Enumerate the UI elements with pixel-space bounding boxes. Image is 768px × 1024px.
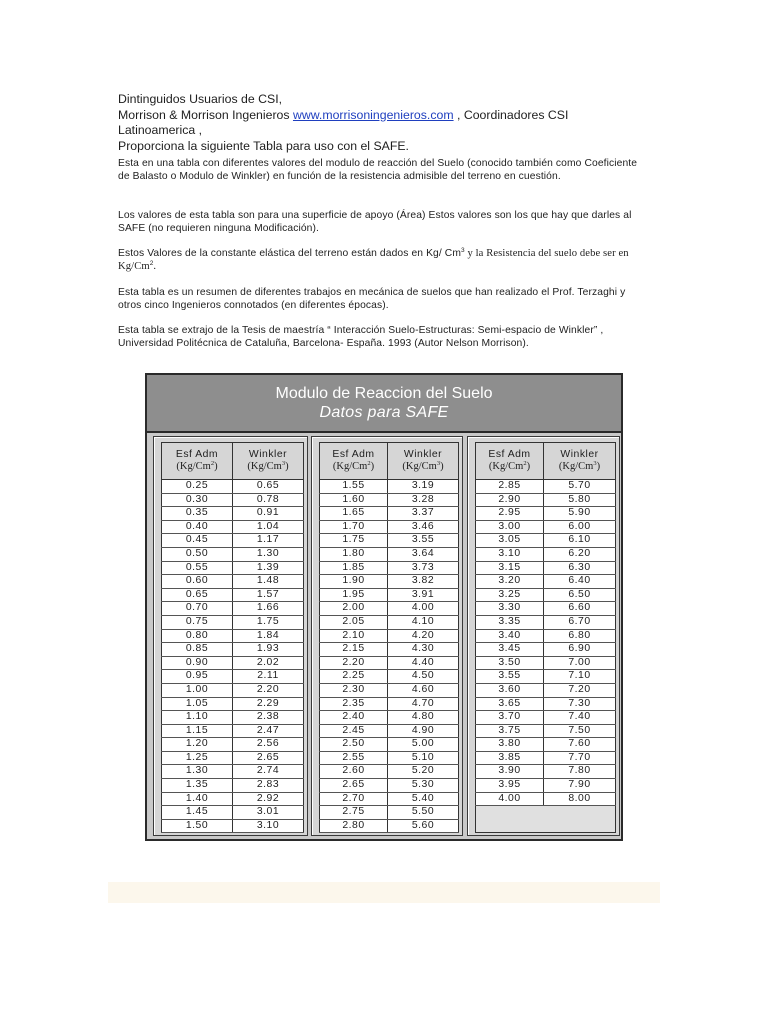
esf-adm-value: 4.00 <box>476 792 544 806</box>
winkler-value: 3.46 <box>388 520 459 534</box>
table-row <box>162 765 304 779</box>
winkler-value: 2.56 <box>233 738 304 752</box>
table-row <box>476 575 616 589</box>
esf-adm-value: 2.30 <box>320 683 388 697</box>
esf-adm-value: 2.35 <box>320 697 388 711</box>
esf-adm-value: 0.30 <box>162 493 233 507</box>
esf-adm-value: 3.65 <box>476 697 544 711</box>
table-row <box>320 575 459 589</box>
esf-adm-value: 0.60 <box>162 575 233 589</box>
winkler-value: 3.28 <box>388 493 459 507</box>
column-name: Winkler <box>560 449 599 460</box>
winkler-value: 4.60 <box>388 683 459 697</box>
empty-cell <box>476 806 616 833</box>
column-unit <box>247 461 288 472</box>
table-row <box>162 656 304 670</box>
esf-adm-value: 1.90 <box>320 575 388 589</box>
company-name: Morrison & Morrison Ingenieros <box>118 107 293 122</box>
units-sup-b: 2 <box>149 259 154 267</box>
winkler-value: 7.90 <box>544 779 616 793</box>
table-row <box>162 711 304 725</box>
unit-text: (Kg/Cm <box>402 461 437 472</box>
company-line <box>118 108 658 124</box>
winkler-value: 2.92 <box>233 792 304 806</box>
units-sup-a: 3 <box>461 247 465 254</box>
table-row <box>162 806 304 820</box>
winkler-value: 0.78 <box>233 493 304 507</box>
esf-adm-value: 1.30 <box>162 765 233 779</box>
column-unit <box>333 461 374 472</box>
table-row <box>162 683 304 697</box>
table-row <box>320 507 459 521</box>
esf-adm-value: 1.50 <box>162 819 233 833</box>
esf-adm-value: 0.45 <box>162 534 233 548</box>
table-row <box>320 493 459 507</box>
winkler-value: 1.48 <box>233 575 304 589</box>
table-row <box>320 480 459 494</box>
winkler-value: 6.50 <box>544 588 616 602</box>
esf-adm-value: 0.65 <box>162 588 233 602</box>
table-row <box>476 547 616 561</box>
table-row <box>162 615 304 629</box>
esf-adm-value: 3.60 <box>476 683 544 697</box>
unit-close: ) <box>440 461 444 472</box>
table-row <box>162 697 304 711</box>
unit-exponent: 2 <box>210 460 215 467</box>
winkler-value: 2.65 <box>233 751 304 765</box>
winkler-value: 6.00 <box>544 520 616 534</box>
esf-adm-value: 2.55 <box>320 751 388 765</box>
table-row <box>320 779 459 793</box>
greeting-line: Dintinguidos Usuarios de CSI, <box>118 92 283 106</box>
winkler-header <box>544 443 616 480</box>
table-row <box>476 520 616 534</box>
esf-adm-value: 3.10 <box>476 547 544 561</box>
empty-row <box>476 806 616 833</box>
table-row <box>162 670 304 684</box>
table-row <box>476 615 616 629</box>
footer-bar <box>108 882 660 903</box>
table-panel-1 <box>153 436 308 836</box>
esf-adm-value: 3.90 <box>476 765 544 779</box>
winkler-value: 1.39 <box>233 561 304 575</box>
winkler-value: 6.10 <box>544 534 616 548</box>
esf-adm-value: 3.15 <box>476 561 544 575</box>
esf-adm-value: 3.20 <box>476 575 544 589</box>
unit-exponent: 2 <box>367 460 371 467</box>
table-row <box>476 602 616 616</box>
esf-adm-value: 0.75 <box>162 615 233 629</box>
unit-close: ) <box>285 461 289 472</box>
column-name: Winkler <box>403 449 443 460</box>
esf-adm-value: 2.60 <box>320 765 388 779</box>
winkler-value: 1.75 <box>233 615 304 629</box>
column-name: Esf Adm <box>488 449 531 460</box>
esf-adm-header <box>162 443 233 480</box>
esf-adm-value: 0.40 <box>162 520 233 534</box>
table-row <box>476 751 616 765</box>
esf-adm-value: 1.85 <box>320 561 388 575</box>
paragraph-description: Esta en una tabla con diferentes valores del modulo de reacción del Suelo (conocido también como Coeficiente de Balasto o Modulo de Winkler) en función de la resistencia admisible del terreno en cuestión. <box>118 158 638 182</box>
table-row <box>162 520 304 534</box>
column-unit <box>559 461 600 472</box>
esf-adm-value: 3.50 <box>476 656 544 670</box>
table-row <box>162 588 304 602</box>
table-row <box>320 697 459 711</box>
table-row <box>476 507 616 521</box>
reaction-modulus-table <box>145 373 623 841</box>
table-row <box>476 711 616 725</box>
intro-header <box>118 92 658 154</box>
website-link[interactable]: www.morrisoningenieros.com <box>292 107 454 122</box>
winkler-value: 5.80 <box>544 493 616 507</box>
winkler-value: 7.70 <box>544 751 616 765</box>
winkler-value: 4.90 <box>388 724 459 738</box>
winkler-value: 5.20 <box>388 765 459 779</box>
winkler-value: 8.00 <box>544 792 616 806</box>
table-row <box>162 534 304 548</box>
winkler-value: 1.84 <box>233 629 304 643</box>
units-text-b: y la Resistencia del suelo debe ser en Kg/Cm <box>118 248 629 272</box>
esf-adm-value: 1.40 <box>162 792 233 806</box>
data-table <box>319 442 459 833</box>
esf-adm-header <box>476 443 544 480</box>
esf-adm-value: 2.15 <box>320 643 388 657</box>
esf-adm-value: 2.95 <box>476 507 544 521</box>
winkler-value: 5.90 <box>544 507 616 521</box>
esf-adm-value: 3.25 <box>476 588 544 602</box>
winkler-value: 6.70 <box>544 615 616 629</box>
esf-adm-value: 3.75 <box>476 724 544 738</box>
esf-adm-value: 3.05 <box>476 534 544 548</box>
winkler-value: 5.40 <box>388 792 459 806</box>
winkler-value: 2.11 <box>233 670 304 684</box>
winkler-value: 4.50 <box>388 670 459 684</box>
unit-text: (Kg/Cm <box>488 461 524 472</box>
winkler-value: 4.20 <box>388 629 459 643</box>
table-row <box>162 493 304 507</box>
esf-adm-value: 3.40 <box>476 629 544 643</box>
winkler-value: 1.66 <box>233 602 304 616</box>
table-row <box>320 792 459 806</box>
table-row <box>476 534 616 548</box>
table-row <box>320 629 459 643</box>
table-row <box>162 738 304 752</box>
data-table <box>475 442 616 833</box>
winkler-value: 7.50 <box>544 724 616 738</box>
esf-adm-value: 1.25 <box>162 751 233 765</box>
table-row <box>162 643 304 657</box>
table-row <box>320 561 459 575</box>
table-row <box>320 738 459 752</box>
table-row <box>162 751 304 765</box>
esf-adm-value: 0.25 <box>162 480 233 494</box>
winkler-value: 4.30 <box>388 643 459 657</box>
winkler-value: 3.82 <box>388 575 459 589</box>
winkler-value: 6.40 <box>544 575 616 589</box>
unit-exponent: 3 <box>281 460 286 467</box>
winkler-value: 3.91 <box>388 588 459 602</box>
esf-adm-value: 3.00 <box>476 520 544 534</box>
unit-exponent: 2 <box>523 460 527 467</box>
unit-close: ) <box>596 461 601 472</box>
esf-adm-value: 3.95 <box>476 779 544 793</box>
esf-adm-value: 3.45 <box>476 643 544 657</box>
table-subtitle: Datos para SAFE <box>319 404 449 421</box>
winkler-value: 7.00 <box>544 656 616 670</box>
esf-adm-value: 0.85 <box>162 643 233 657</box>
unit-close: ) <box>526 461 531 472</box>
winkler-value: 7.60 <box>544 738 616 752</box>
esf-adm-value: 1.15 <box>162 724 233 738</box>
winkler-value: 1.93 <box>233 643 304 657</box>
winkler-value: 6.90 <box>544 643 616 657</box>
winkler-value: 4.80 <box>388 711 459 725</box>
esf-adm-value: 1.20 <box>162 738 233 752</box>
unit-text: (Kg/Cm <box>247 461 282 472</box>
esf-adm-value: 3.85 <box>476 751 544 765</box>
unit-exponent: 3 <box>593 460 597 467</box>
coordinators-text: , Coordinadores CSI <box>453 107 569 122</box>
table-title: Modulo de Reaccion del Suelo <box>275 385 493 402</box>
table-row <box>476 779 616 793</box>
esf-adm-value: 2.70 <box>320 792 388 806</box>
table-row <box>476 561 616 575</box>
table-row <box>476 724 616 738</box>
table-row <box>476 643 616 657</box>
esf-adm-value: 2.40 <box>320 711 388 725</box>
header-row <box>162 443 304 480</box>
table-row <box>320 765 459 779</box>
table-row <box>320 724 459 738</box>
table-row <box>320 534 459 548</box>
winkler-value: 0.65 <box>233 480 304 494</box>
table-row <box>320 683 459 697</box>
winkler-value: 2.83 <box>233 779 304 793</box>
winkler-value: 2.38 <box>233 711 304 725</box>
esf-adm-value: 0.70 <box>162 602 233 616</box>
winkler-value: 3.73 <box>388 561 459 575</box>
table-row <box>476 493 616 507</box>
unit-text: (Kg/Cm <box>332 461 368 472</box>
paragraph-units <box>118 248 648 273</box>
esf-adm-value: 1.70 <box>320 520 388 534</box>
winkler-value: 5.10 <box>388 751 459 765</box>
table-row <box>320 602 459 616</box>
esf-adm-value: 0.95 <box>162 670 233 684</box>
table-row <box>162 547 304 561</box>
winkler-value: 3.01 <box>233 806 304 820</box>
table-row <box>320 520 459 534</box>
esf-adm-value: 3.70 <box>476 711 544 725</box>
table-panel-3 <box>467 436 620 836</box>
unit-text: (Kg/Cm <box>176 461 211 472</box>
esf-adm-value: 1.75 <box>320 534 388 548</box>
table-row <box>476 629 616 643</box>
table-row <box>476 697 616 711</box>
esf-adm-value: 1.95 <box>320 588 388 602</box>
esf-adm-value: 1.60 <box>320 493 388 507</box>
esf-adm-value: 2.80 <box>320 819 388 833</box>
unit-close: ) <box>214 461 218 472</box>
esf-adm-value: 3.30 <box>476 602 544 616</box>
table-row <box>320 670 459 684</box>
esf-adm-value: 2.20 <box>320 656 388 670</box>
esf-adm-value: 2.85 <box>476 480 544 494</box>
esf-adm-value: 2.45 <box>320 724 388 738</box>
table-row <box>476 765 616 779</box>
column-name: Esf Adm <box>175 449 219 460</box>
winkler-value: 3.37 <box>388 507 459 521</box>
esf-adm-value: 0.35 <box>162 507 233 521</box>
table-row <box>476 588 616 602</box>
purpose-line: Proporciona la siguiente Tabla para uso con el SAFE. <box>118 138 409 153</box>
table-row <box>476 738 616 752</box>
esf-adm-value: 0.90 <box>162 656 233 670</box>
table-row <box>162 575 304 589</box>
table-row <box>476 670 616 684</box>
winkler-value: 3.19 <box>388 480 459 494</box>
winkler-value: 2.74 <box>233 765 304 779</box>
winkler-value: 1.30 <box>233 547 304 561</box>
unit-close: ) <box>370 461 375 472</box>
table-header <box>147 375 621 433</box>
esf-adm-value: 0.55 <box>162 561 233 575</box>
units-text-c: . <box>153 260 157 272</box>
winkler-value: 4.70 <box>388 697 459 711</box>
winkler-value: 3.64 <box>388 547 459 561</box>
table-row <box>476 792 616 806</box>
column-unit <box>176 461 217 472</box>
winkler-value: 5.50 <box>388 806 459 820</box>
column-name: Esf Adm <box>332 449 375 460</box>
winkler-value: 5.00 <box>388 738 459 752</box>
table-row <box>476 480 616 494</box>
table-row <box>476 683 616 697</box>
units-text-a: Estos Valores de la constante elástica del terreno están dados en Kg/ Cm <box>118 248 461 259</box>
winkler-value: 7.20 <box>544 683 616 697</box>
esf-adm-header <box>320 443 388 480</box>
table-row <box>476 656 616 670</box>
table-row <box>320 643 459 657</box>
winkler-value: 6.80 <box>544 629 616 643</box>
winkler-value: 2.29 <box>233 697 304 711</box>
winkler-value: 7.30 <box>544 697 616 711</box>
winkler-header <box>233 443 304 480</box>
table-row <box>320 806 459 820</box>
table-panel-2 <box>311 436 463 836</box>
paragraph-source: Esta tabla se extrajo de la Tesis de maestría “ Interacción Suelo-Estructuras: Semi-espacio de Winkler” , Universidad Politécnica de Cataluña, Barcelona- España. 1993 (Autor Nelson Morrison). <box>118 325 604 349</box>
winkler-value: 4.00 <box>388 602 459 616</box>
esf-adm-value: 3.80 <box>476 738 544 752</box>
winkler-value: 5.60 <box>388 819 459 833</box>
table-row <box>320 547 459 561</box>
winkler-value: 3.10 <box>233 819 304 833</box>
winkler-value: 2.02 <box>233 656 304 670</box>
esf-adm-value: 2.25 <box>320 670 388 684</box>
esf-adm-value: 2.00 <box>320 602 388 616</box>
column-name: Winkler <box>248 449 288 460</box>
table-row <box>162 480 304 494</box>
region-line: Latinoamerica , <box>118 123 203 137</box>
table-row <box>320 819 459 833</box>
esf-adm-value: 1.65 <box>320 507 388 521</box>
esf-adm-value: 2.90 <box>476 493 544 507</box>
column-unit <box>402 461 443 472</box>
paragraph-usage: Los valores de esta tabla son para una superficie de apoyo (Área) Estos valores son los que hay que darles al SAFE (no requieren ninguna Modificación). <box>118 210 632 234</box>
winkler-value: 6.20 <box>544 547 616 561</box>
esf-adm-value: 0.50 <box>162 547 233 561</box>
unit-text: (Kg/Cm <box>558 461 594 472</box>
header-row <box>320 443 459 480</box>
esf-adm-value: 0.80 <box>162 629 233 643</box>
winkler-value: 3.55 <box>388 534 459 548</box>
winkler-value: 6.60 <box>544 602 616 616</box>
winkler-value: 1.57 <box>233 588 304 602</box>
esf-adm-value: 1.35 <box>162 779 233 793</box>
winkler-value: 5.70 <box>544 480 616 494</box>
winkler-value: 5.30 <box>388 779 459 793</box>
winkler-header <box>388 443 459 480</box>
esf-adm-value: 1.00 <box>162 683 233 697</box>
paragraph-summary: Esta tabla es un resumen de diferentes trabajos en mecánica de suelos que han realizado el Prof. Terzaghi y otros cinco Ingenieros connotados (en diferentes épocas). <box>118 287 626 311</box>
esf-adm-value: 1.45 <box>162 806 233 820</box>
esf-adm-value: 3.55 <box>476 670 544 684</box>
table-row <box>162 561 304 575</box>
header-row <box>476 443 616 480</box>
unit-exponent: 3 <box>436 460 441 467</box>
table-row <box>162 779 304 793</box>
table-row <box>162 792 304 806</box>
column-unit <box>489 461 530 472</box>
esf-adm-value: 2.65 <box>320 779 388 793</box>
winkler-value: 2.20 <box>233 683 304 697</box>
table-row <box>162 819 304 833</box>
winkler-value: 7.40 <box>544 711 616 725</box>
esf-adm-value: 2.10 <box>320 629 388 643</box>
winkler-value: 2.47 <box>233 724 304 738</box>
esf-adm-value: 2.50 <box>320 738 388 752</box>
esf-adm-value: 2.05 <box>320 615 388 629</box>
table-row <box>320 588 459 602</box>
table-row <box>320 656 459 670</box>
data-table <box>161 442 304 833</box>
table-row <box>320 751 459 765</box>
esf-adm-value: 1.10 <box>162 711 233 725</box>
winkler-value: 7.80 <box>544 765 616 779</box>
esf-adm-value: 3.35 <box>476 615 544 629</box>
esf-adm-value: 2.75 <box>320 806 388 820</box>
winkler-value: 1.17 <box>233 534 304 548</box>
esf-adm-value: 1.80 <box>320 547 388 561</box>
esf-adm-value: 1.55 <box>320 480 388 494</box>
table-row <box>320 711 459 725</box>
table-row <box>162 602 304 616</box>
esf-adm-value: 1.05 <box>162 697 233 711</box>
winkler-value: 0.91 <box>233 507 304 521</box>
table-row <box>162 507 304 521</box>
winkler-value: 4.40 <box>388 656 459 670</box>
table-row <box>320 615 459 629</box>
winkler-value: 1.04 <box>233 520 304 534</box>
winkler-value: 7.10 <box>544 670 616 684</box>
table-row <box>162 724 304 738</box>
winkler-value: 6.30 <box>544 561 616 575</box>
table-row <box>162 629 304 643</box>
winkler-value: 4.10 <box>388 615 459 629</box>
